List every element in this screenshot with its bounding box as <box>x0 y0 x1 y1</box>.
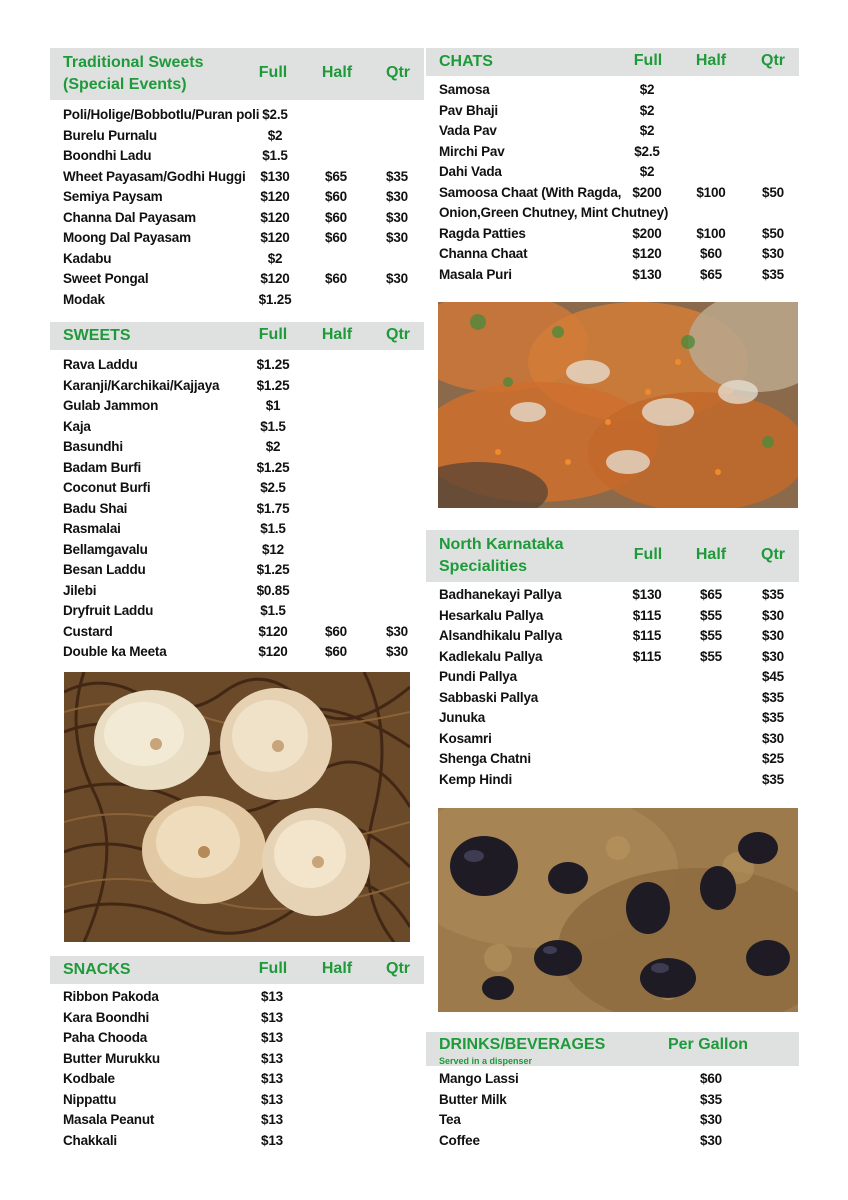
item-price-full: $1.25 <box>256 357 290 372</box>
item-price-full: $1 <box>265 398 281 413</box>
item-name: Hesarkalu Pallya <box>439 607 544 623</box>
item-price-full: $13 <box>261 1050 283 1066</box>
menu-item-row <box>50 1029 424 1050</box>
menu-item-row <box>50 188 424 209</box>
item-name: Kemp Hindi <box>439 771 513 787</box>
drinks-list <box>426 1070 799 1152</box>
menu-item-row <box>426 225 799 246</box>
item-name: Channa Chaat <box>439 246 528 261</box>
item-price-full: $13 <box>261 1030 283 1045</box>
item-name: Double ka Meeta <box>63 644 167 659</box>
menu-item-row <box>426 143 799 164</box>
item-name: Kadabu <box>63 250 112 266</box>
item-name: Bellamgavalu <box>63 541 148 557</box>
menu-item-row <box>426 1111 799 1132</box>
item-price-full: $13 <box>261 1112 283 1127</box>
item-price-half: $55 <box>700 648 722 664</box>
item-price-full: $2.5 <box>262 107 288 122</box>
item-name: Gulab Jammon <box>63 398 159 413</box>
item-name: Jilebi <box>63 582 97 598</box>
item-price-half: $55 <box>700 628 722 643</box>
menu-item-row <box>50 459 424 480</box>
item-price-full: $1.5 <box>262 148 288 163</box>
menu-item-row <box>426 204 799 225</box>
menu-item-row <box>50 1070 424 1091</box>
qtr-column-label: Qtr <box>386 960 410 977</box>
item-name: Samosa <box>439 82 490 97</box>
item-price-qtr: $30 <box>762 648 784 664</box>
item-name: Kaja <box>63 418 91 434</box>
item-price-full: $120 <box>258 644 288 659</box>
item-price-half: $60 <box>325 623 347 639</box>
item-name: Sabbaski Pallya <box>439 689 539 705</box>
menu-item-row <box>426 245 799 266</box>
item-price-qtr: $30 <box>762 607 784 623</box>
item-price-qtr: $35 <box>762 587 784 602</box>
item-name: Masala Peanut <box>63 1112 155 1127</box>
north-karnataka-title: North Karnataka Specialities <box>439 536 564 575</box>
menu-item-row <box>50 1111 424 1132</box>
item-price-half: $65 <box>700 587 722 602</box>
menu-item-row <box>50 582 424 603</box>
item-price: $35 <box>700 1091 722 1107</box>
item-price-full: $1.25 <box>256 562 290 577</box>
right-column <box>426 48 799 1148</box>
item-name: Ragda Patties <box>439 225 526 241</box>
item-name: Kodbale <box>63 1071 115 1086</box>
item-price-qtr: $30 <box>762 730 784 746</box>
item-price-full: $120 <box>260 230 290 245</box>
item-price-qtr: $35 <box>762 689 784 705</box>
menu-item-row <box>50 479 424 500</box>
menu-item-row <box>50 1091 424 1112</box>
menu-item-row <box>426 1091 799 1112</box>
item-name: Sweet Pongal <box>63 271 149 286</box>
item-price-full: $1.5 <box>260 521 286 536</box>
menu-item-row <box>50 250 424 271</box>
per-gallon-column-label: Per Gallon <box>667 1036 749 1053</box>
item-price-full: $13 <box>261 1071 283 1086</box>
item-price-full: $1.25 <box>256 377 290 393</box>
snacks-title: SNACKS <box>63 961 131 978</box>
item-price-full: $1.75 <box>256 500 290 516</box>
item-price-qtr: $30 <box>386 189 408 204</box>
item-price-qtr: $35 <box>386 168 408 184</box>
item-name: Moong Dal Payasam <box>63 230 191 245</box>
menu-item-row <box>50 602 424 623</box>
item-name: Basundhi <box>63 439 123 454</box>
menu-item-row <box>50 270 424 291</box>
item-price-full: $2 <box>639 164 655 179</box>
half-column-label: Half <box>321 326 353 343</box>
menu-item-row <box>50 229 424 250</box>
item-price-qtr: $30 <box>386 623 408 639</box>
item-name: Paha Chooda <box>63 1030 148 1045</box>
menu-item-row <box>50 561 424 582</box>
item-price-full: $2 <box>639 82 655 97</box>
item-price-qtr: $35 <box>762 266 784 282</box>
item-price-qtr: $25 <box>762 751 784 766</box>
item-price-full: $115 <box>632 648 662 664</box>
menu-item-row <box>50 209 424 230</box>
menu-item-row <box>50 127 424 148</box>
menu-item-row <box>426 1132 799 1153</box>
chaat-photo <box>438 302 798 508</box>
item-name: Boondhi Ladu <box>63 148 152 163</box>
item-price-half: $65 <box>700 266 722 282</box>
item-price-full: $120 <box>632 246 662 261</box>
item-price-half: $60 <box>325 230 347 245</box>
item-name: Alsandhikalu Pallya <box>439 628 562 643</box>
full-column-label: Full <box>633 546 663 563</box>
menu-item-row <box>426 122 799 143</box>
item-price-full: $2 <box>639 123 655 138</box>
item-price-full: $13 <box>261 1132 283 1148</box>
menu-item-row <box>426 81 799 102</box>
item-name: Pundi Pallya <box>439 669 517 684</box>
full-column-label: Full <box>258 326 288 343</box>
item-name: Kara Boondhi <box>63 1009 150 1025</box>
drinks-title: DRINKS/BEVERAGES Served in a dispenser <box>439 1036 606 1066</box>
item-name: Burelu Purnalu <box>63 127 157 143</box>
north-karnataka-header <box>426 530 799 582</box>
item-name: Custard <box>63 623 113 639</box>
menu-item-row <box>50 397 424 418</box>
menu-item-row <box>50 291 424 312</box>
item-price-qtr: $30 <box>762 628 784 643</box>
item-name: Onion,Green Chutney, Mint Chutney) <box>439 205 669 220</box>
item-price: $30 <box>700 1112 722 1127</box>
item-price-full: $13 <box>261 989 283 1004</box>
item-price-full: $130 <box>632 266 662 282</box>
item-price-qtr: $30 <box>386 271 408 286</box>
item-price-full: $2.5 <box>634 143 660 159</box>
traditional-sweets-list <box>50 100 424 322</box>
menu-item-row <box>50 418 424 439</box>
item-price-full: $120 <box>260 209 290 225</box>
menu-item-row <box>50 643 424 664</box>
sweets-title: SWEETS <box>63 327 131 344</box>
item-name: Butter Murukku <box>63 1050 160 1066</box>
menu-item-row <box>50 1009 424 1030</box>
item-price-full: $200 <box>632 184 662 200</box>
item-name: Badam Burfi <box>63 459 142 475</box>
item-price-full: $1.5 <box>260 603 286 618</box>
menu-item-row <box>50 1050 424 1071</box>
item-price: $60 <box>700 1071 722 1086</box>
item-name: Dryfruit Laddu <box>63 603 154 618</box>
menu-item-row <box>50 147 424 168</box>
menu-item-row <box>426 607 799 628</box>
chats-header <box>426 48 799 76</box>
item-price-half: $65 <box>325 168 347 184</box>
item-price-full: $2 <box>265 439 281 454</box>
item-name: Ribbon Pakoda <box>63 989 159 1004</box>
item-name: Coconut Burfi <box>63 480 151 495</box>
item-name: Channa Dal Payasam <box>63 209 196 225</box>
item-name: Coffee <box>439 1132 480 1148</box>
item-price-half: $100 <box>696 184 726 200</box>
traditional-sweets-header <box>50 48 424 100</box>
item-price-full: $2 <box>639 102 655 118</box>
menu-item-row <box>50 520 424 541</box>
menu-item-row <box>50 541 424 562</box>
item-price-qtr: $30 <box>386 644 408 659</box>
item-price-full: $115 <box>632 628 662 643</box>
item-price-full: $130 <box>260 168 290 184</box>
item-price-half: $60 <box>325 189 347 204</box>
menu-item-row <box>426 709 799 730</box>
item-price-full: $200 <box>632 225 662 241</box>
item-price-full: $1.25 <box>258 291 292 307</box>
item-name: Modak <box>63 291 105 307</box>
menu-item-row <box>426 586 799 607</box>
item-name: Poli/Holige/Bobbotlu/Puran poli <box>63 107 260 122</box>
item-price-half: $60 <box>325 209 347 225</box>
item-name: Rasmalai <box>63 521 121 536</box>
menu-item-row <box>426 668 799 689</box>
item-price-full: $13 <box>261 1009 283 1025</box>
item-price-qtr: $35 <box>762 710 784 725</box>
item-name: Chakkali <box>63 1132 117 1148</box>
item-price-qtr: $50 <box>762 184 784 200</box>
drinks-header <box>426 1032 799 1066</box>
item-price-half: $60 <box>325 644 347 659</box>
half-column-label: Half <box>321 64 353 81</box>
item-price-qtr: $30 <box>386 209 408 225</box>
sweets-list <box>50 350 424 664</box>
menu-item-row <box>426 689 799 710</box>
item-price-qtr: $50 <box>762 225 784 241</box>
item-price-full: $12 <box>262 541 284 557</box>
traditional-sweets-title: Traditional Sweets (Special Events) <box>63 54 204 93</box>
menu-item-row <box>426 266 799 287</box>
item-price-full: $2 <box>267 127 283 143</box>
snacks-list <box>50 984 424 1152</box>
qtr-column-label: Qtr <box>386 64 410 81</box>
item-name: Kosamri <box>439 730 492 746</box>
menu-item-row <box>426 163 799 184</box>
item-name: Kadlekalu Pallya <box>439 648 543 664</box>
item-price-full: $120 <box>258 623 288 639</box>
item-price-qtr: $45 <box>762 669 784 684</box>
item-name: Semiya Paysam <box>63 189 163 204</box>
sweets-photo <box>64 672 410 942</box>
qtr-column-label: Qtr <box>761 52 785 69</box>
item-price-full: $2 <box>267 250 283 266</box>
item-price-half: $55 <box>700 607 722 623</box>
menu-item-row <box>426 102 799 123</box>
item-name: Wheet Payasam/Godhi Huggi <box>63 168 246 184</box>
menu-item-row <box>50 168 424 189</box>
item-name: Tea <box>439 1112 461 1127</box>
item-price-half: $60 <box>700 246 722 261</box>
item-name: Junuka <box>439 710 486 725</box>
qtr-column-label: Qtr <box>386 326 410 343</box>
snacks-header <box>50 956 424 984</box>
menu-item-row <box>426 771 799 792</box>
full-column-label: Full <box>633 52 663 69</box>
menu-item-row <box>50 106 424 127</box>
menu-item-row <box>426 627 799 648</box>
full-column-label: Full <box>258 64 288 81</box>
half-column-label: Half <box>695 546 727 563</box>
item-price-full: $1.5 <box>260 418 286 434</box>
item-price: $30 <box>700 1132 722 1148</box>
menu-item-row <box>50 500 424 521</box>
drinks-subtitle: Served in a dispenser <box>439 1056 533 1066</box>
half-column-label: Half <box>321 960 353 977</box>
menu-item-row <box>50 377 424 398</box>
item-price-full: $130 <box>632 587 662 602</box>
item-name: Mango Lassi <box>439 1071 519 1086</box>
item-name: Besan Laddu <box>63 562 146 577</box>
item-price-qtr: $30 <box>762 246 784 261</box>
item-name: Samoosa Chaat (With Ragda, <box>439 184 622 200</box>
left-column <box>50 48 424 1148</box>
sweets-header <box>50 322 424 350</box>
item-name: Pav Bhaji <box>439 102 498 118</box>
full-column-label: Full <box>258 960 288 977</box>
menu-item-row <box>50 1132 424 1153</box>
menu-item-row <box>50 356 424 377</box>
item-price-full: $115 <box>632 607 662 623</box>
item-price-qtr: $35 <box>762 771 784 787</box>
item-price-full: $120 <box>260 271 290 286</box>
item-price-half: $100 <box>696 225 726 241</box>
menu-item-row <box>50 438 424 459</box>
half-column-label: Half <box>695 52 727 69</box>
item-price-full: $2.5 <box>260 480 286 495</box>
north-karnataka-list <box>426 586 799 791</box>
item-name: Dahi Vada <box>439 164 502 179</box>
menu-item-row <box>426 1070 799 1091</box>
qtr-column-label: Qtr <box>761 546 785 563</box>
item-name: Shenga Chatni <box>439 751 531 766</box>
item-price-half: $60 <box>325 271 347 286</box>
item-price-full: $0.85 <box>256 582 290 598</box>
item-name: Rava Laddu <box>63 357 138 372</box>
menu-item-row <box>50 988 424 1009</box>
item-price-full: $13 <box>261 1091 283 1107</box>
item-name: Mirchi Pav <box>439 143 505 159</box>
item-name: Vada Pav <box>439 123 497 138</box>
item-price-full: $1.25 <box>256 459 290 475</box>
chats-list <box>426 76 799 286</box>
menu-item-row <box>426 184 799 205</box>
item-price-qtr: $30 <box>386 230 408 245</box>
menu-item-row <box>50 623 424 644</box>
item-price-full: $120 <box>260 189 290 204</box>
item-name: Badu Shai <box>63 500 128 516</box>
menu-item-row <box>426 730 799 751</box>
item-name: Badhanekayi Pallya <box>439 587 562 602</box>
item-name: Nippattu <box>63 1091 117 1107</box>
menu-item-row <box>426 750 799 771</box>
menu-item-row <box>426 648 799 669</box>
item-name: Masala Puri <box>439 266 512 282</box>
chats-title: CHATS <box>439 53 493 70</box>
item-name: Karanji/Karchikai/Kajjaya <box>63 377 220 393</box>
curry-photo <box>438 808 798 1012</box>
item-name: Butter Milk <box>439 1091 507 1107</box>
